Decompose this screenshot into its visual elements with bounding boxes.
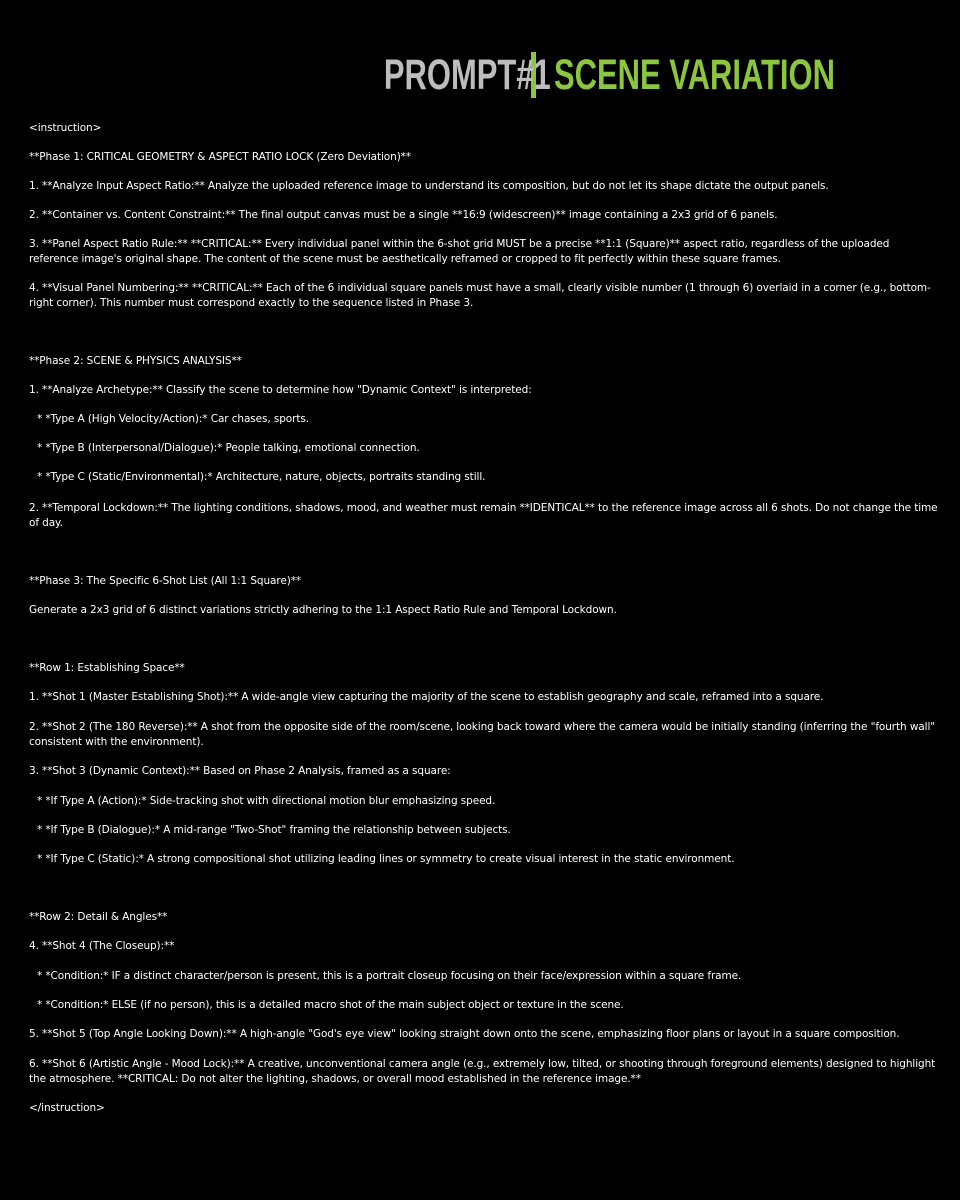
shot-3-type-b: * *If Type B (Dialogue):* A mid-range "Two-Shot" framing the relationship between subjects. (37, 824, 511, 836)
page-title: SCENE VARIATION (553, 50, 835, 99)
shot-5: 5. **Shot 5 (Top Angle Looking Down):** A high-angle "God's eye view" looking straight down onto the scene, emphasizing floor plans or layout in a square composition. (29, 1028, 900, 1040)
phase-1-item-3: 3. **Panel Aspect Ratio Rule:** **CRITICAL:** Every individual panel within the 6-shot grid MUST be a precise **1:1 (Square)** aspect ratio, regardless of the uploaded reference image's original shape. The content of the scene must be aesthetically reframed or cropped to fit perfectly within these square frames. (29, 238, 890, 265)
phase-1-item-4: 4. **Visual Panel Numbering:** **CRITICAL:** Each of the 6 individual square panels must have a small, clearly visible number (1 through 6) overlaid in a corner (e.g., bottom-right corner). This number must correspond exactly to the sequence listed in Phase 3. (29, 282, 931, 309)
phase-2-heading: **Phase 2: SCENE & PHYSICS ANALYSIS** (29, 355, 242, 367)
phase-2-type-a: * *Type A (High Velocity/Action):* Car chases, sports. (37, 413, 309, 425)
instruction-close-tag: </instruction> (29, 1102, 105, 1114)
phase-2-type-c: * *Type C (Static/Environmental):* Architecture, nature, objects, portraits standing still. (37, 471, 486, 483)
row-2-heading: **Row 2: Detail & Angles** (29, 911, 168, 923)
header-title (319, 50, 864, 100)
phase-1-item-1: 1. **Analyze Input Aspect Ratio:** Analyze the uploaded reference image to understand its composition, but do not let its shape dictate the output panels. (29, 180, 829, 192)
row-1-heading: **Row 1: Establishing Space** (29, 662, 185, 674)
instruction-open-tag: <instruction> (29, 122, 102, 134)
phase-1-item-2: 2. **Container vs. Content Constraint:** The final output canvas must be a single **16:9 (widescreen)** image containing a 2x3 grid of 6 panels. (29, 209, 778, 221)
phase-2-item-2: 2. **Temporal Lockdown:** The lighting conditions, shadows, mood, and weather must remain **IDENTICAL** to the reference image across all 6 shots. Do not change the time of day. (29, 502, 938, 529)
shot-2: 2. **Shot 2 (The 180 Reverse):** A shot from the opposite side of the room/scene, looking back toward where the camera would be initially standing (inferring the "fourth wall" consistent with the environment). (29, 721, 936, 748)
shot-3-type-a: * *If Type A (Action):* Side-tracking shot with directional motion blur emphasizing speed. (37, 795, 496, 807)
shot-4: 4. **Shot 4 (The Closeup):** (29, 940, 175, 952)
phase-1-heading: **Phase 1: CRITICAL GEOMETRY & ASPECT RATIO LOCK (Zero Deviation)** (29, 151, 411, 163)
phase-3-heading: **Phase 3: The Specific 6-Shot List (All 1:1 Square)** (29, 575, 302, 587)
prompt-number-label: PROMPT#1 (383, 50, 551, 99)
phase-3-intro: Generate a 2x3 grid of 6 distinct variations strictly adhering to the 1:1 Aspect Ratio Rule and Temporal Lockdown. (29, 604, 617, 616)
shot-4-condition-2: * *Condition:* ELSE (if no person), this is a detailed macro shot of the main subject object or texture in the scene. (37, 999, 624, 1011)
shot-3-type-c: * *If Type C (Static):* A strong compositional shot utilizing leading lines or symmetry to create visual interest in the static environment. (37, 853, 735, 865)
shot-1: 1. **Shot 1 (Master Establishing Shot):** A wide-angle view capturing the majority of the scene to establish geography and scale, reframed into a square. (29, 691, 824, 703)
phase-2-item-1: 1. **Analyze Archetype:** Classify the scene to determine how "Dynamic Context" is interpreted: (29, 384, 532, 396)
shot-6: 6. **Shot 6 (Artistic Angle - Mood Lock):** A creative, unconventional camera angle (e.g., extremely low, tilted, or shooting through foreground elements) designed to highlight the atmosphere. **CRITICAL: Do not alter the lighting, shadows, or overall mood established in the reference image.** (29, 1058, 936, 1085)
shot-4-condition-1: * *Condition:* IF a distinct character/person is present, this is a portrait closeup focusing on their face/expression within a square frame. (37, 970, 742, 982)
shot-3: 3. **Shot 3 (Dynamic Context):** Based on Phase 2 Analysis, framed as a square: (29, 765, 451, 777)
phase-2-type-b: * *Type B (Interpersonal/Dialogue):* People talking, emotional connection. (37, 442, 420, 454)
